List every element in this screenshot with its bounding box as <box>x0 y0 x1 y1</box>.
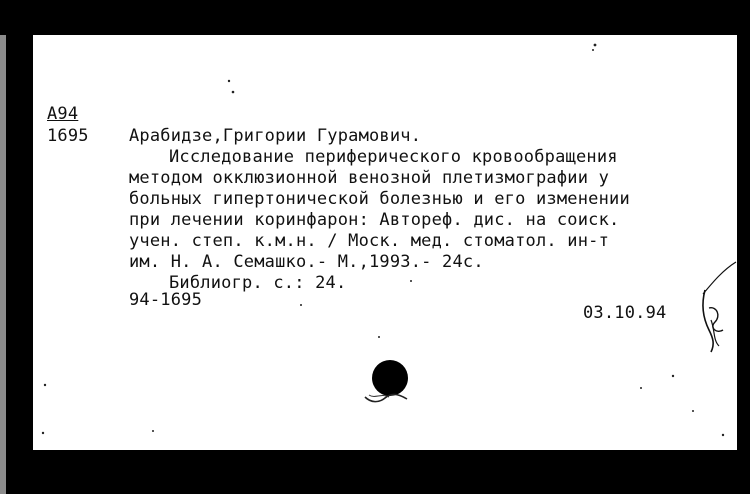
card-date: 03.10.94 <box>583 303 667 323</box>
catalog-card <box>33 35 737 450</box>
scan-bottom-border <box>0 450 750 494</box>
bibliography-note: Библиогр. с.: 24. <box>169 273 347 293</box>
call-number-bottom: 1695 <box>47 126 89 146</box>
title-line-5: учен. степ. к.м.н. / Моск. мед. стоматол. ин-т <box>129 231 610 251</box>
signature-icon <box>673 260 737 355</box>
title-line-4: при лечении коринфарон: Автореф. дис. на соиск. <box>129 210 620 230</box>
title-line-3: больных гипертонической болезнью и его изменении <box>129 189 630 209</box>
scan-right-border <box>737 0 750 494</box>
call-number-top: A94 <box>47 104 79 124</box>
stamp-smudge-icon <box>363 391 409 405</box>
title-line-2: методом окклюзионной венозной плетизмографии у <box>129 168 610 188</box>
title-line-1: Исследование периферического кровообращения <box>169 147 618 167</box>
author-heading: Арабидзе,Григории Гурамович. <box>129 126 422 146</box>
title-line-6: им. Н. А. Семашко.- М.,1993.- 24с. <box>129 252 484 272</box>
scan-left-edge <box>0 35 6 494</box>
scan-top-border <box>0 0 750 35</box>
inventory-number: 94-1695 <box>129 290 203 310</box>
